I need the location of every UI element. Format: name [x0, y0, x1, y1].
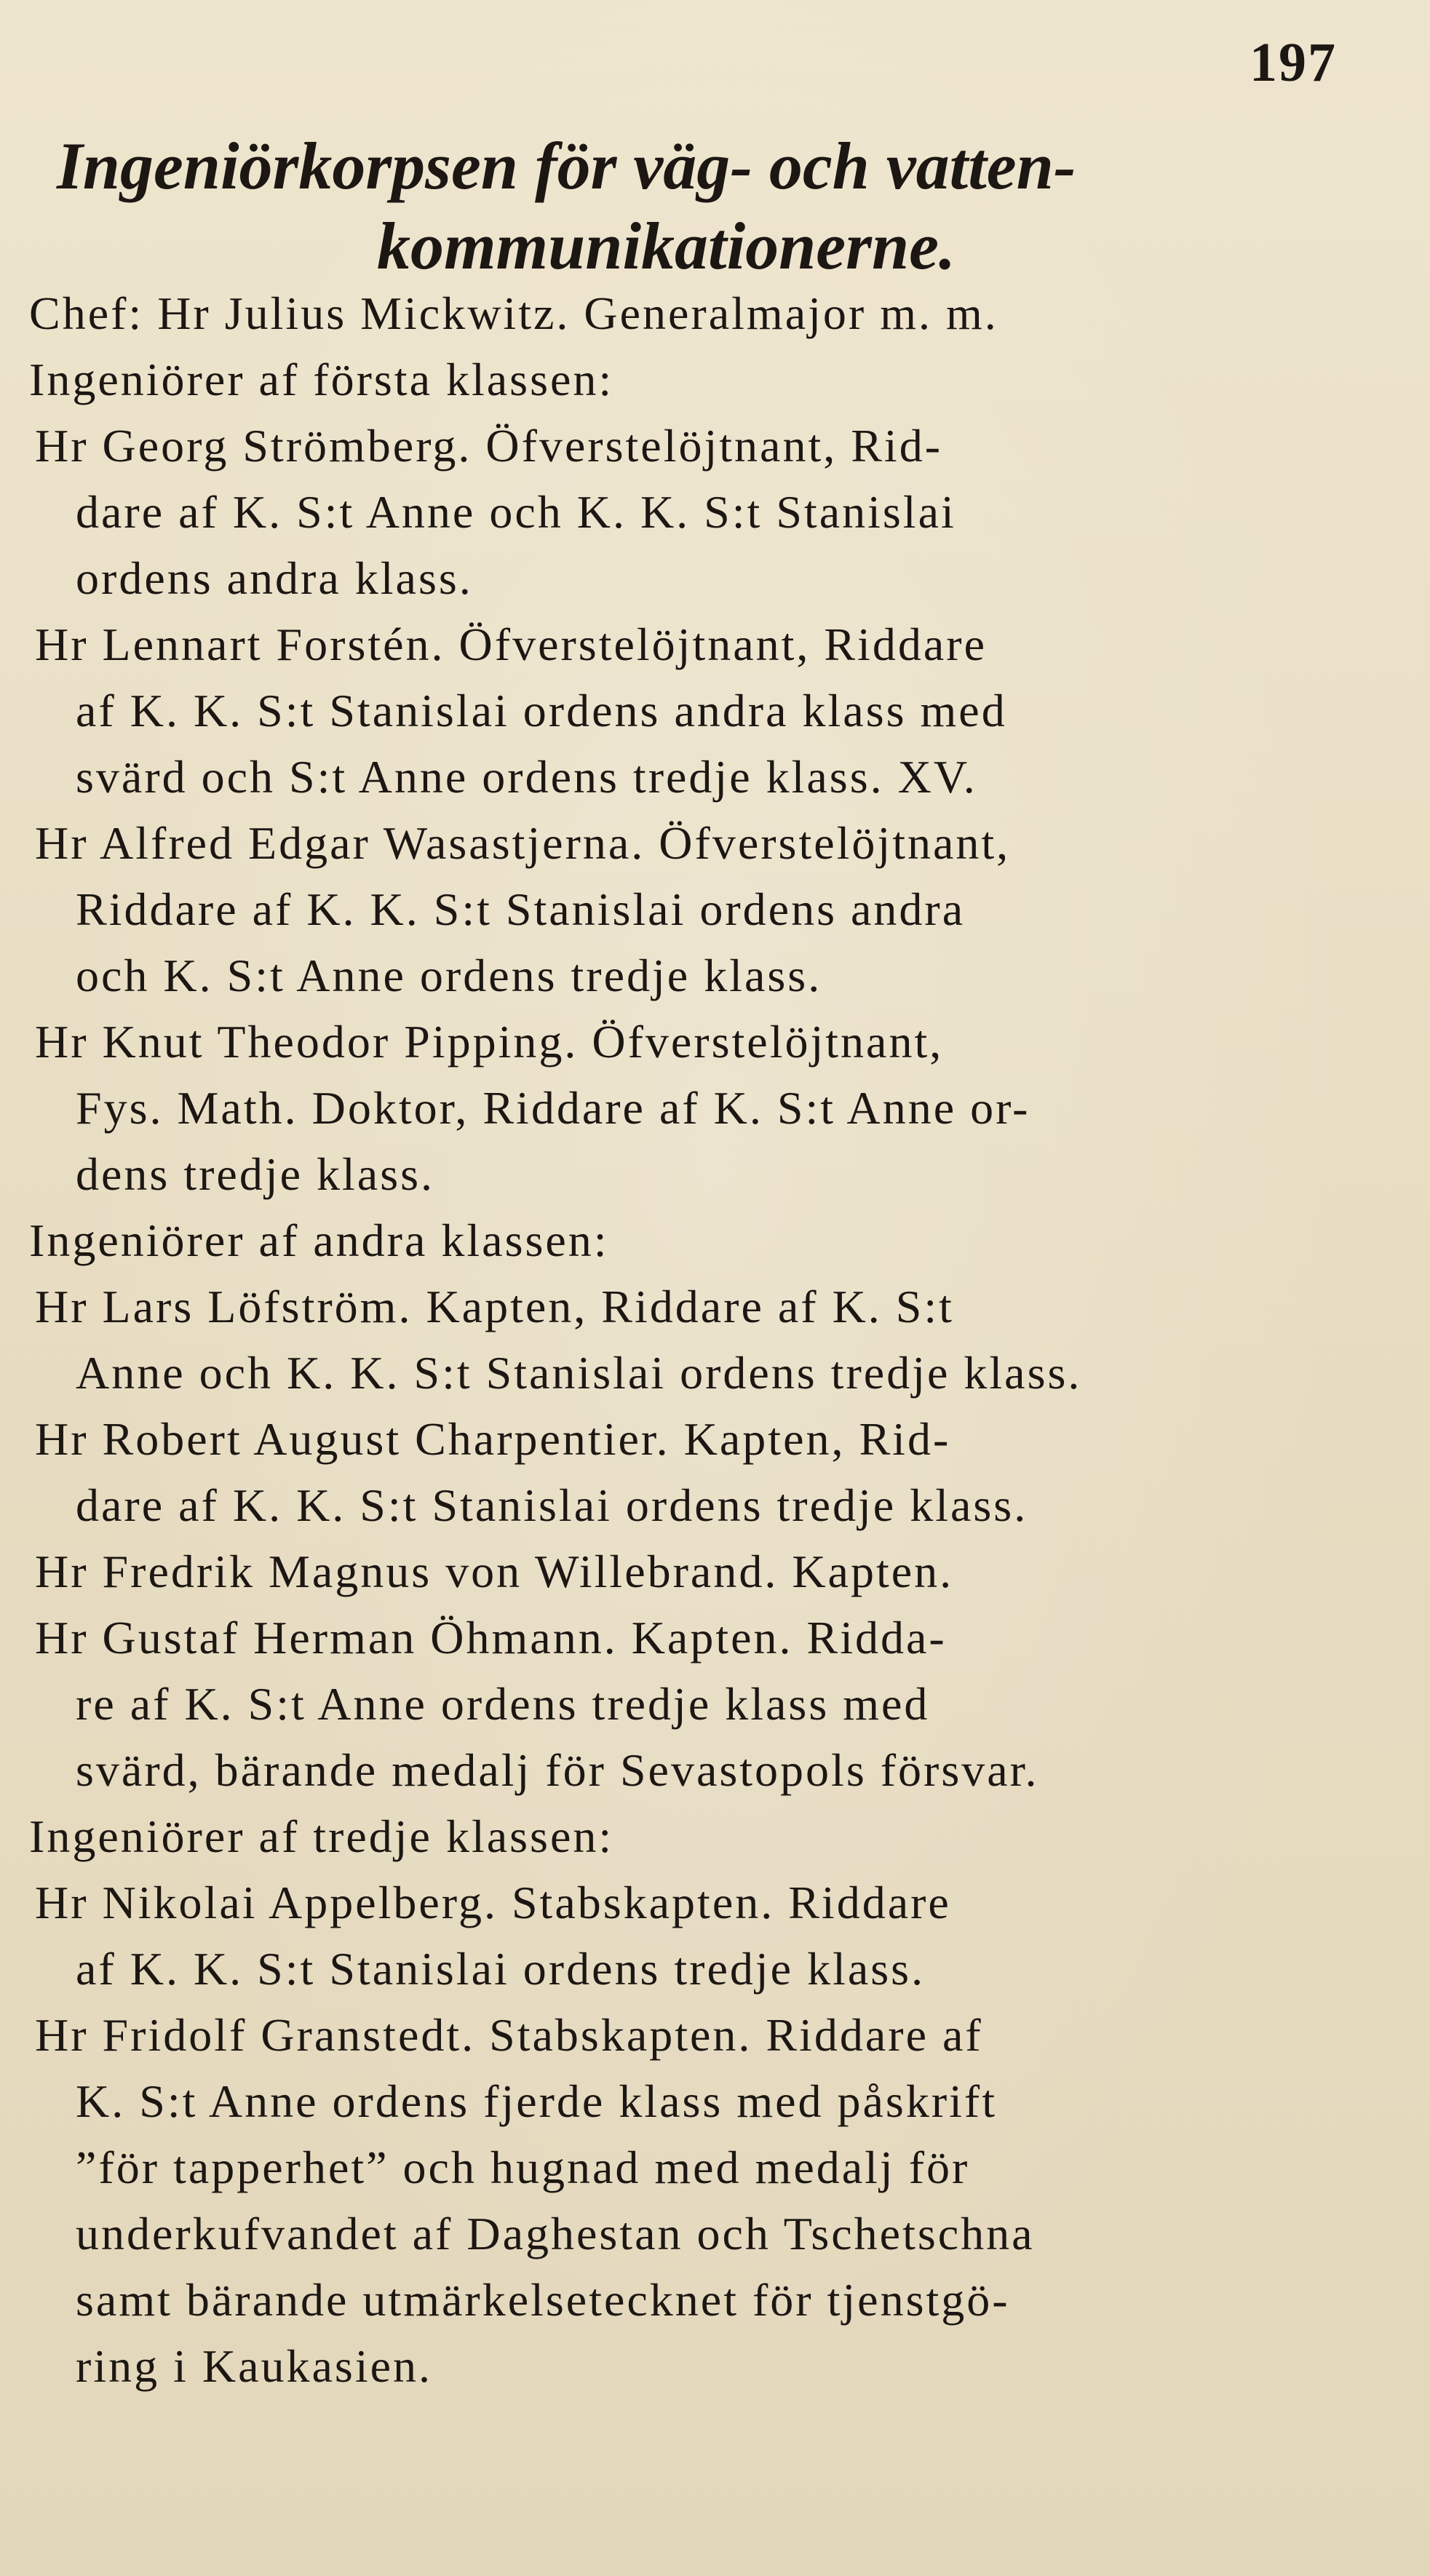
- text-line: af K. K. S:t Stanislai ordens tredje klass.: [76, 1943, 926, 1995]
- text-line: svärd, bärande medalj för Sevastopols försvar.: [76, 1744, 1039, 1796]
- text-line: dens tredje klass.: [76, 1148, 434, 1200]
- text-line: Ingeniörer af andra klassen:: [29, 1215, 609, 1266]
- text-line: Hr Robert August Charpentier. Kapten, Rid-: [35, 1413, 951, 1465]
- page-number: 197: [1250, 32, 1337, 93]
- text-line: Ingeniörer af första klassen:: [29, 354, 614, 405]
- text-line: dare af K. K. S:t Stanislai ordens tredje klass.: [76, 1479, 1028, 1531]
- text-line: Hr Fridolf Granstedt. Stabskapten. Riddare af: [35, 2009, 983, 2061]
- text-line: re af K. S:t Anne ordens tredje klass med: [76, 1678, 930, 1730]
- text-line: Hr Lennart Forstén. Öfverstelöjtnant, Riddare: [35, 619, 987, 670]
- text-line: Hr Georg Strömberg. Öfverstelöjtnant, Rid-: [35, 420, 942, 472]
- text-line: underkufvandet af Daghestan och Tschetschna: [76, 2208, 1035, 2259]
- text-line: Hr Alfred Edgar Wasastjerna. Öfverstelöjtnant,: [35, 817, 1011, 869]
- text-line: Hr Fredrik Magnus von Willebrand. Kapten.: [35, 1546, 954, 1597]
- text-line: Hr Gustaf Herman Öhmann. Kapten. Ridda-: [35, 1612, 947, 1663]
- text-line: samt bärande utmärkelsetecknet för tjenstgö-: [76, 2274, 1010, 2326]
- text-line: af K. K. S:t Stanislai ordens andra klass med: [76, 685, 1007, 736]
- text-line: ordens andra klass.: [76, 552, 473, 604]
- text-line: Hr Knut Theodor Pipping. Öfverstelöjtnant,: [35, 1016, 944, 1068]
- text-line: ring i Kaukasien.: [76, 2340, 432, 2392]
- text-line: Ingeniörer af tredje klassen:: [29, 1810, 614, 1862]
- text-line: svärd och S:t Anne ordens tredje klass. XV.: [76, 751, 977, 803]
- body-text: [29, 280, 1372, 2399]
- text-line: Hr Nikolai Appelberg. Stabskapten. Riddare: [35, 1877, 951, 1928]
- text-line: Riddare af K. K. S:t Stanislai ordens andra: [76, 883, 966, 935]
- text-line: ”för tapperhet” och hugnad med medalj för: [76, 2142, 970, 2193]
- text-line: Chef: Hr Julius Mickwitz. Generalmajor m. m.: [29, 287, 998, 339]
- section-heading-line-2: kommunikationerne.: [377, 209, 956, 283]
- text-line: dare af K. S:t Anne och K. K. S:t Stanislai: [76, 486, 956, 538]
- text-line: K. S:t Anne ordens fjerde klass med påskrift: [76, 2075, 997, 2127]
- text-line: Hr Lars Löfström. Kapten, Riddare af K. S:t: [35, 1281, 954, 1332]
- text-line: Anne och K. K. S:t Stanislai ordens tredje klass.: [76, 1347, 1082, 1399]
- text-line: och K. S:t Anne ordens tredje klass.: [76, 950, 822, 1001]
- section-heading-line-1: Ingeniörkorpsen för väg- och vatten-: [57, 129, 1076, 203]
- text-line: Fys. Math. Doktor, Riddare af K. S:t Anne or-: [76, 1082, 1030, 1134]
